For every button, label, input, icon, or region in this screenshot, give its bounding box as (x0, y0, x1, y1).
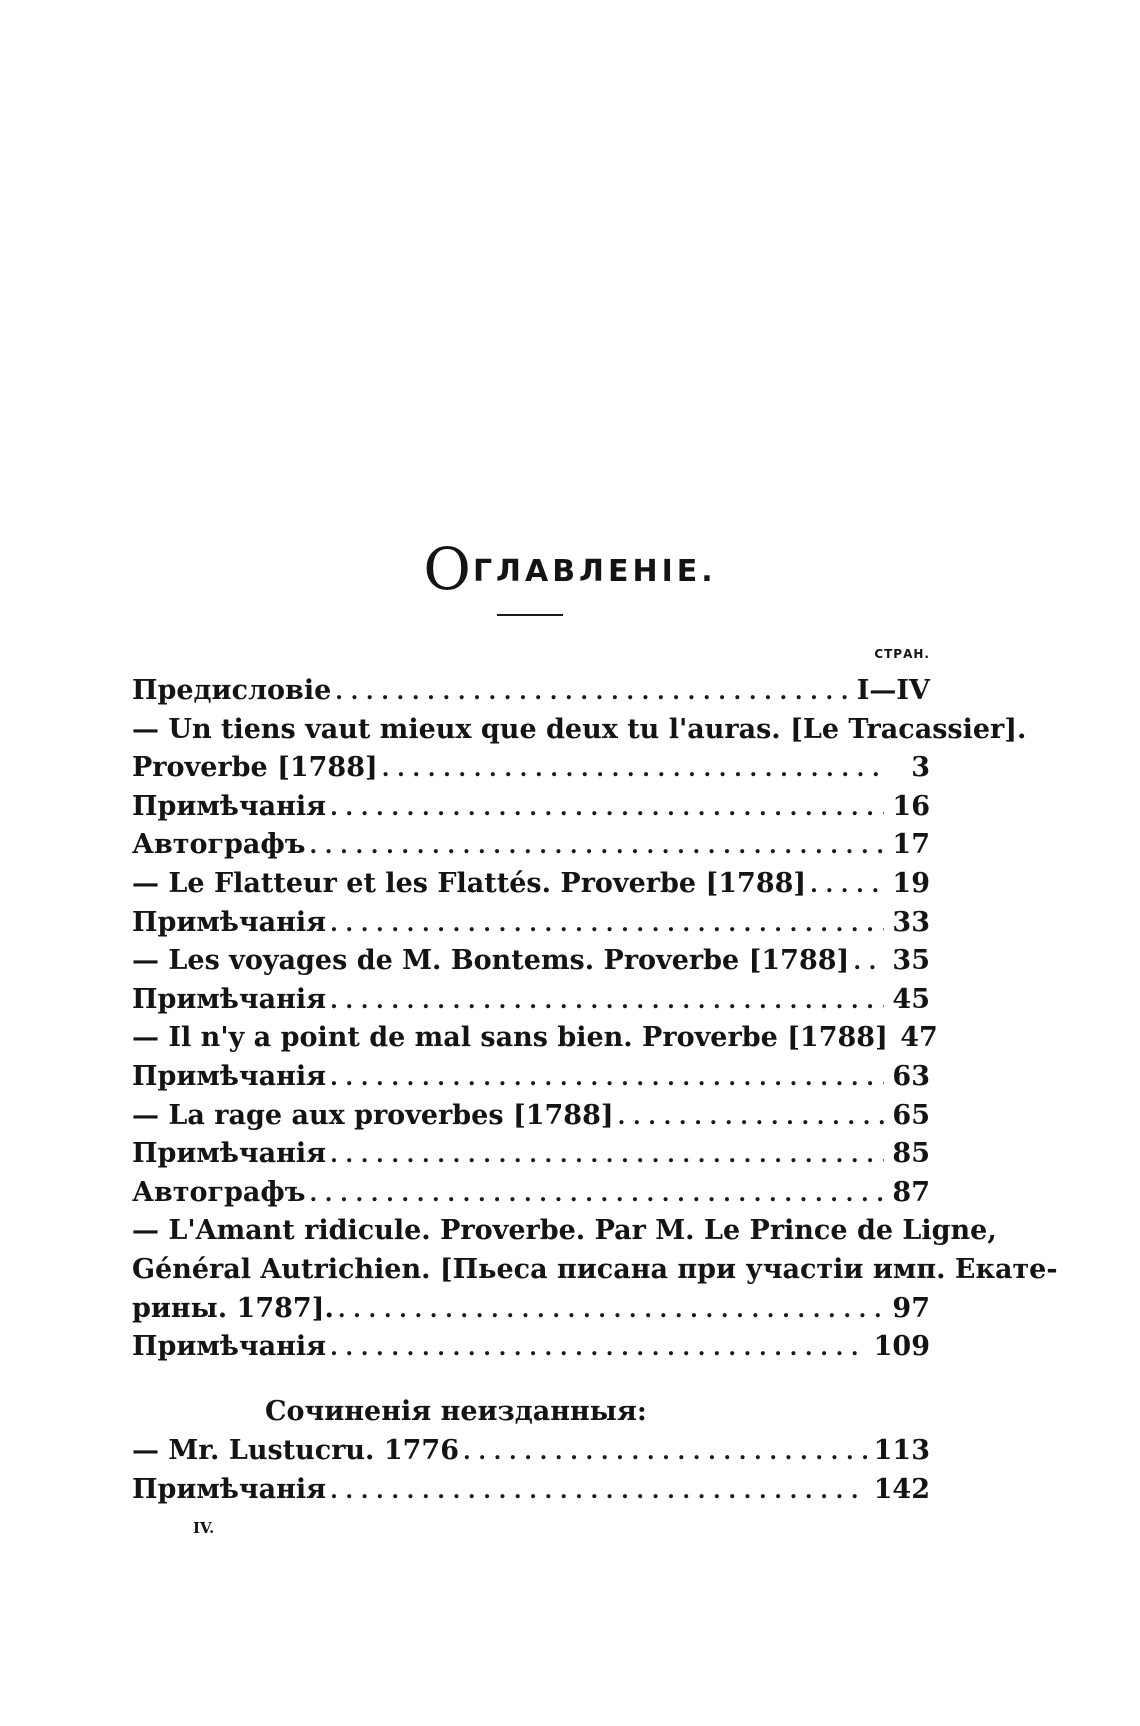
leader-dots (335, 673, 851, 712)
toc-entry-page: 35 (892, 945, 930, 977)
leader-dots (330, 789, 884, 828)
toc-entry (132, 1251, 1058, 1290)
unpublished-heading: Сочиненія неизданныя: (265, 1396, 647, 1427)
toc-entry-page: 97 (892, 1292, 930, 1324)
leader-dots (338, 1291, 884, 1330)
leader-dots (330, 905, 884, 944)
leader-dots (309, 1175, 884, 1214)
leader-dots (853, 943, 884, 982)
title-text: ГЛАВЛЕНІЕ. (472, 554, 717, 589)
leader-dots (382, 750, 884, 789)
leader-dots (330, 982, 884, 1021)
toc-entry (132, 904, 930, 943)
toc-entry-page: 113 (873, 1435, 930, 1466)
toc-entry (132, 942, 930, 981)
toc-entry-title: Général Autrichien. [Пьеса писана при участіи имп. Екате- (132, 1253, 1058, 1285)
toc-entry-title: рины. 1787]. (132, 1292, 334, 1324)
toc-entry-page: 142 (873, 1473, 930, 1505)
toc-entry (132, 1328, 930, 1367)
toc-entry (132, 1019, 938, 1058)
toc-entry (132, 1212, 997, 1251)
toc-entry-title: Автографъ (132, 829, 306, 861)
toc-entry (132, 826, 930, 865)
toc-entry-title: Proverbe [1788] (132, 752, 378, 784)
page-column-label: СТРАН. (874, 647, 930, 661)
toc-entry (132, 981, 930, 1020)
toc-entry-page: 3 (911, 752, 930, 784)
toc-entry-page: 33 (892, 906, 930, 938)
leader-dots (810, 866, 884, 905)
toc-entry-title: Предисловіе (132, 675, 332, 706)
toc-entry (132, 1290, 930, 1329)
leader-dots (463, 1433, 868, 1472)
toc-entry-page: 16 (892, 790, 930, 822)
toc-entry-title: Примѣчанія (132, 790, 327, 822)
toc-entry (132, 1135, 930, 1174)
toc-entry-page: 19 (892, 867, 930, 899)
toc-entry (132, 1097, 930, 1136)
toc-entry-page: 47 (900, 1022, 938, 1054)
page-title (0, 535, 1140, 603)
toc-entry (132, 749, 930, 788)
toc-entry-title: Примѣчанія (132, 1473, 327, 1505)
toc-entry-page: 85 (892, 1138, 930, 1170)
toc-entry-title: Примѣчанія (132, 983, 327, 1015)
toc-entry (132, 711, 1027, 750)
toc-entry-page: 45 (892, 983, 930, 1015)
toc-entry-title: — Un tiens vaut mieux que deux tu l'auras. [Le Tracassier]. (132, 713, 1027, 745)
toc-entry-title: Примѣчанія (132, 1060, 327, 1092)
toc-entry (132, 1058, 930, 1097)
title-rule (497, 614, 563, 616)
toc-entry-title: Примѣчанія (132, 1138, 327, 1170)
leader-dots (330, 1059, 884, 1098)
toc-entry (132, 1471, 930, 1510)
toc-entry (132, 1174, 930, 1213)
toc-entry-page: 65 (892, 1099, 930, 1131)
leader-dots (330, 1329, 868, 1368)
toc-entry-title: — Les voyages de M. Bontems. Proverbe [1788] (132, 945, 850, 977)
leader-dots (330, 1472, 868, 1511)
toc-entry-title: Автографъ (132, 1176, 306, 1208)
toc-entry-title: Примѣчанія (132, 1331, 327, 1363)
toc-entry-title: — La rage aux proverbes [1788] (132, 1099, 614, 1131)
toc-entry-page: 109 (873, 1331, 930, 1363)
title-initial: Ο (423, 535, 471, 603)
toc-entry-title: — Mr. Lustucru. 1776 (132, 1435, 459, 1466)
table-of-contents (132, 672, 1058, 1367)
toc-entry-page: 17 (892, 829, 930, 861)
toc-entry-page: 63 (892, 1060, 930, 1092)
toc-entry-title: — Le Flatteur et les Flattés. Proverbe [1788] (132, 867, 807, 899)
toc-entry (132, 1432, 930, 1471)
toc-entry-page: 87 (892, 1176, 930, 1208)
toc-entry (132, 865, 930, 904)
toc-entry (132, 788, 930, 827)
signature-mark: IV. (193, 1519, 215, 1537)
toc-entry-title: — L'Amant ridicule. Proverbe. Par M. Le Prince de Ligne, (132, 1215, 997, 1247)
toc-entry (132, 672, 930, 711)
leader-dots (309, 827, 884, 866)
toc-entry-title: — Il n'y a point de mal sans bien. Proverbe [1788] (132, 1022, 888, 1054)
leader-dots (618, 1098, 884, 1137)
toc-entry-title: Примѣчанія (132, 906, 327, 938)
leader-dots (330, 1136, 884, 1175)
unpublished-contents (132, 1432, 930, 1509)
toc-entry-page: І—IV (856, 675, 930, 706)
